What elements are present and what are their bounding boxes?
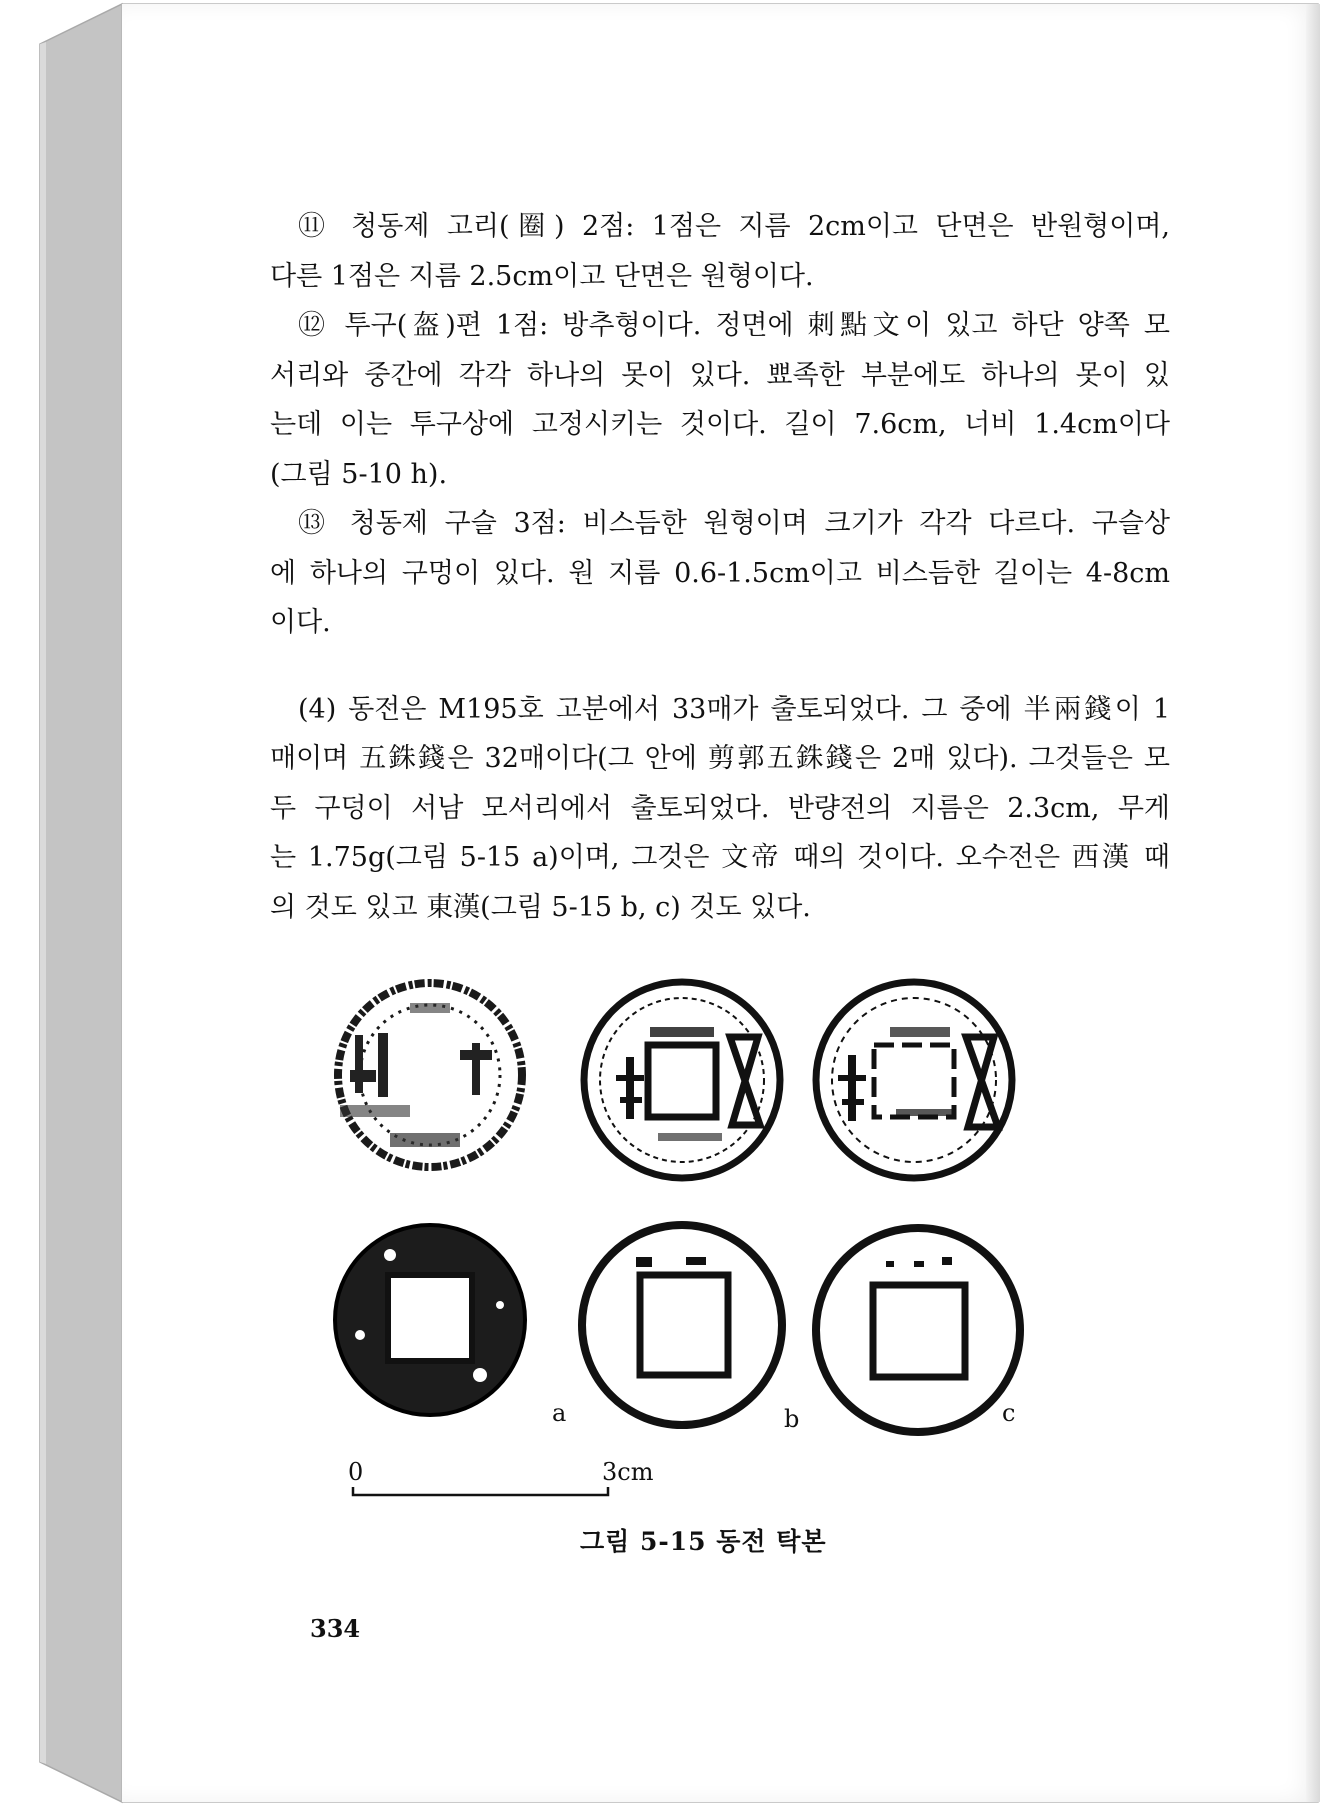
scale-bar — [348, 1458, 654, 1495]
body-text — [270, 202, 1170, 932]
item-13-line-1: ⑬ 청동제 구슬 3점: 비스듬한 원형이며 크기가 각각 다르다. 구슬상 — [298, 508, 1170, 539]
item-12-line-1: ⑫ 투구(盔)편 1점: 방추형이다. 정면에 刺點文이 있고 하단 양쪽 모 — [298, 310, 1170, 341]
page-edge-shadow — [1306, 4, 1320, 1802]
coin-c-obverse — [816, 982, 1012, 1178]
item-12-line-2: 서리와 중간에 각각 하나의 못이 있다. 뾰족한 부분에도 하나의 못이 있 — [270, 359, 1170, 391]
section-4-line-2: 매이며 五銖錢은 32매이다(그 안에 剪郭五銖錢은 2매 있다). 그것들은 모 — [270, 743, 1170, 774]
coin-c-reverse — [816, 1228, 1020, 1432]
item-12-line-3: 는데 이는 투구상에 고정시키는 것이다. 길이 7.6cm, 너비 1.4cm이다 — [270, 409, 1170, 440]
item-13-line-3: 이다. — [270, 607, 331, 638]
section-4-line-1: (4) 동전은 M195호 고분에서 33매가 출토되었다. 그 중에 半兩錢이 1 — [298, 693, 1170, 725]
item-12-line-4: (그림 5-10 h). — [270, 458, 448, 490]
figure-caption: 그림 5-15 동전 탁본 — [580, 1527, 827, 1556]
section-4-line-4: 는 1.75g(그림 5-15 a)이며, 그것은 文帝 때의 것이다. 오수전은 西漢 때 — [270, 842, 1170, 873]
scale-label-end: 3cm — [602, 1458, 654, 1486]
item-11-line-1: ⑪ 청동제 고리(圈) 2점: 1점은 지름 2cm이고 단면은 반원형이며, — [298, 211, 1170, 242]
coin-a-reverse — [335, 1225, 525, 1415]
scale-label-start: 0 — [348, 1458, 364, 1486]
item-13-line-2: 에 하나의 구멍이 있다. 원 지름 0.6-1.5cm이고 비스듬한 길이는 4-8cm — [270, 557, 1170, 589]
coin-b-reverse — [582, 1225, 782, 1425]
section-4-line-3: 두 구덩이 서남 모서리에서 출토되었다. 반량전의 지름은 2.3cm, 무게 — [270, 792, 1170, 824]
coin-rubbings-figure — [330, 975, 1050, 1505]
coin-label-a: a — [552, 1399, 567, 1427]
coin-label-b: b — [784, 1405, 800, 1433]
coin-b-obverse — [584, 982, 780, 1178]
item-11-line-2: 다른 1점은 지름 2.5cm이고 단면은 원형이다. — [270, 260, 814, 292]
coin-label-c: c — [1002, 1399, 1016, 1427]
page-number: 334 — [310, 1614, 361, 1643]
coin-a-obverse — [338, 983, 522, 1167]
section-4-line-5: 의 것도 있고 東漢(그림 5-15 b, c) 것도 있다. — [270, 891, 811, 923]
